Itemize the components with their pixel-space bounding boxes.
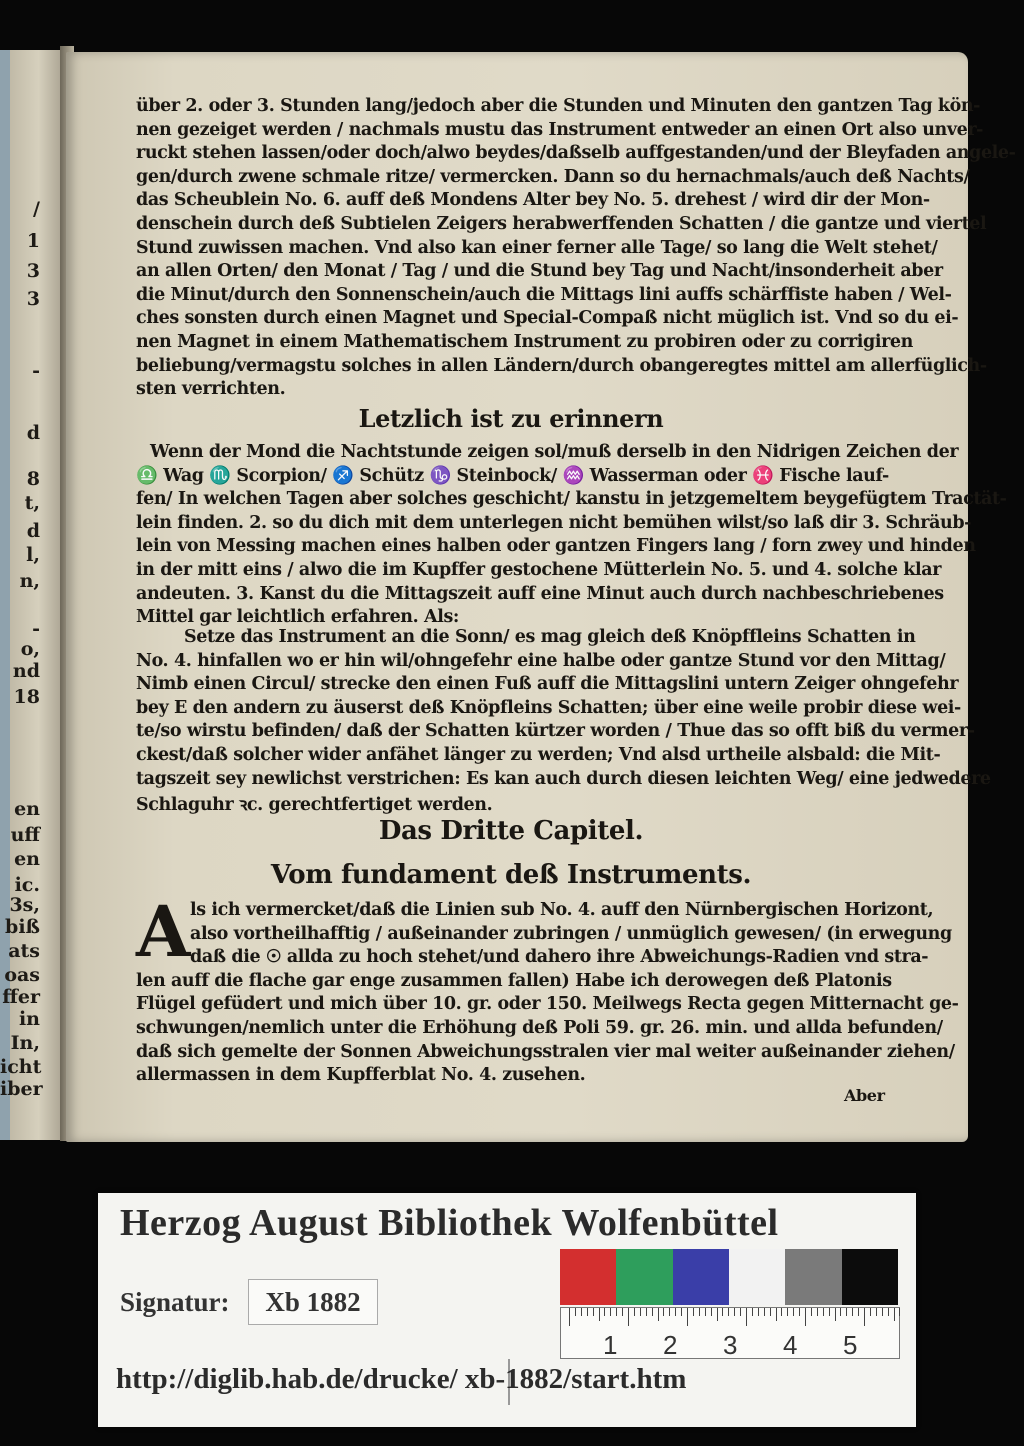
ruler-tick <box>876 1308 877 1316</box>
text-line: also vortheilhafftig / außeinander zubringen / unmüglich gewesen/ (in erwegung <box>190 923 952 944</box>
left-fragment: oas <box>4 964 40 986</box>
ruler-tick <box>575 1308 576 1316</box>
text-line: beliebung/vermagstu solches in allen Ländern/durch obangeregtes mittel am allerfüglich- <box>136 355 987 376</box>
ruler-tick <box>846 1308 847 1316</box>
text-line: No. 4. hinfallen wo er hin wil/ohngefehr eine halbe oder gantze Stund vor den Mittag/ <box>136 650 946 671</box>
left-fragment: n, <box>19 570 40 592</box>
ruler-tick <box>835 1308 836 1321</box>
left-fragment: 18 <box>13 686 40 708</box>
text-line: ruckt stehen lassen/oder doch/alwo beydes/daßselb auffgestanden/und der Bleyfaden angele- <box>136 143 1016 164</box>
ruler-tick <box>823 1308 824 1316</box>
ruler-tick <box>770 1308 771 1316</box>
text-line: Mittel gar leichtlich erfahren. Als: <box>136 607 459 628</box>
left-fragment: iber <box>0 1078 43 1100</box>
text-line: über 2. oder 3. Stunden lang/jedoch aber die Stunden und Minuten den gantzen Tag kön- <box>136 96 981 116</box>
text-line: nen Magnet in einem Mathematischem Instrument zu probiren oder zu corrigiren <box>136 332 913 352</box>
text-line: gen/durch zwene schmale ritze/ vermercken. Dann so du hernachmals/auch deß Nachts/ <box>136 166 970 187</box>
text-line: das Scheublein No. 6. auff deß Mondens Alter bey No. 5. drehest / wird dir der Mon- <box>136 190 930 211</box>
text-line: Schlaguhr ꝛc. gerechtfertiget werden. <box>136 795 493 816</box>
left-fragment: o, <box>20 638 40 660</box>
text-line: an allen Orten/ den Monat / Tag / und die Stund bey Tag und Nacht/insonderheit aber <box>136 261 943 282</box>
ruler-number: 2 <box>663 1330 678 1360</box>
heading-letzlich: Letzlich ist zu erinnern <box>358 404 664 433</box>
text-line: allermassen in dem Kupfferblat No. 4. zusehen. <box>136 1065 586 1086</box>
text-line: len auff die flache gar enge zusammen fallen) Habe ich derowegen deß Platonis <box>136 970 892 991</box>
digital-library-url[interactable]: http://diglib.hab.de/drucke/ xb-1882/start.htm <box>116 1363 687 1395</box>
color-swatch <box>560 1249 616 1305</box>
ruler-tick <box>811 1308 812 1316</box>
color-swatch <box>616 1249 672 1305</box>
ruler-tick <box>894 1308 895 1321</box>
left-fragment: nd <box>12 660 40 682</box>
text-line: fen/ In welchen Tagen aber solches geschicht/ kanstu in jetzgemeltem beygefügtem Tractät- <box>136 489 1007 510</box>
text-line: andeuten. 3. Kanst du die Mittagszeit auff eine Minut auch durch nachbeschriebenes <box>136 583 944 604</box>
left-fragment: d <box>26 520 40 542</box>
left-fragment: en <box>14 798 40 820</box>
text-line: Stund zuwissen machen. Vnd also kan einer ferner alle Tage/ so lang die Welt stehet/ <box>136 237 938 258</box>
ruler-tick <box>663 1308 664 1316</box>
ruler-tick <box>776 1308 777 1321</box>
text-line: die Minut/durch den Sonnenschein/auch die Mittags lini auffs schärffiste haben / Wel- <box>136 284 952 305</box>
ruler-number: 5 <box>843 1330 858 1360</box>
left-fragment: t, <box>24 492 40 514</box>
left-fragment: uff <box>10 824 40 846</box>
left-fragment: l, <box>26 544 40 566</box>
left-fragment: biß <box>5 916 40 938</box>
left-fragment: / <box>33 198 40 220</box>
ruler-tick <box>722 1308 723 1316</box>
ruler-tick <box>817 1308 818 1316</box>
text-line: Setze das Instrument an die Sonn/ es mag gleich deß Knöpffleins Schatten in <box>184 627 916 647</box>
ruler-tick <box>658 1308 659 1321</box>
ruler-tick <box>740 1308 741 1316</box>
ruler-tick <box>781 1308 782 1316</box>
text-line: Nimb einen Circul/ strecke den einen Fuß auff die Mittagslini untern Zeiger ohngefehr <box>136 674 959 695</box>
text-line: sten verrichten. <box>136 379 286 400</box>
ruler-tick <box>681 1308 682 1316</box>
ruler-tick <box>840 1308 841 1316</box>
ruler-tick <box>870 1308 871 1316</box>
text-line: ches sonsten durch einen Magnet und Special-Compaß nicht müglich ist. Vnd so du ei- <box>136 308 959 329</box>
text-line: te/so wirstu befinden/ daß der Schatten kürtzer worden / Thue das so offt biß du vermer- <box>136 721 975 742</box>
text-line: daß sich gemelte der Sonnen Abweichungsstralen vier mal weiter außeinander ziehen/ <box>136 1041 955 1062</box>
heading-fundament: Vom fundament deß Instruments. <box>270 860 752 890</box>
ruler-number: 3 <box>723 1330 738 1360</box>
ruler-tick <box>764 1308 765 1316</box>
left-fragment: 3s, <box>9 894 40 916</box>
ruler-tick <box>882 1308 883 1316</box>
color-swatch <box>673 1249 729 1305</box>
text-line: denschein durch deß Subtielen Zeigers herabwerffenden Schatten / die gantze und viertel <box>136 214 987 234</box>
text-line: nen gezeiget werden / nachmals mustu das Instrument entweder an einen Ort also unver- <box>136 119 984 140</box>
color-swatch <box>842 1249 898 1305</box>
text-line: schwungen/nemlich unter die Erhöhung deß Poli 59. gr. 26. min. und allda befunden/ <box>136 1018 943 1038</box>
ruler-tick <box>675 1308 676 1316</box>
ruler-tick <box>829 1308 830 1316</box>
left-fragment: ic. <box>14 874 40 896</box>
color-calibration-strip <box>560 1249 898 1305</box>
left-fragment: ats <box>8 940 40 962</box>
text-line: ckest/daß solcher wider anfähet länger zu werden; Vnd alsd urtheile alsbald: die Mit- <box>136 745 941 765</box>
left-fragment: - <box>32 360 40 382</box>
ruler-tick <box>888 1308 889 1316</box>
ruler-tick <box>622 1308 623 1316</box>
color-swatch <box>729 1249 785 1305</box>
left-fragment: in <box>18 1008 40 1030</box>
left-fragment: In, <box>10 1032 40 1054</box>
ruler-tick <box>758 1308 759 1316</box>
ruler-tick <box>693 1308 694 1316</box>
signatur-label: Signatur: <box>120 1287 230 1317</box>
text-line: ♎ Wag ♏ Scorpion/ ♐ Schütz ♑ Steinbock/ ♒ Wasserman oder ♓ Fische lauf- <box>136 465 889 486</box>
catchword: Aber <box>844 1086 885 1105</box>
text-line: Flügel gefüdert und mich über 10. gr. oder 150. Meilwegs Recta gegen Mitternacht ge- <box>136 994 959 1015</box>
ruler-tick <box>593 1308 594 1316</box>
left-fragment: ffer <box>2 986 40 1008</box>
ruler-tick <box>669 1308 670 1316</box>
left-fragment: 3 <box>26 260 40 282</box>
left-fragment: 3 <box>26 288 40 310</box>
left-fragment: 8 <box>26 468 40 490</box>
initial-letter: A <box>136 890 190 973</box>
ruler-tick <box>640 1308 641 1316</box>
text-line: lein von Messing machen eines halben oder gantzen Fingers lang / forn zwey und hinden <box>136 536 976 557</box>
ruler-tick <box>616 1308 617 1316</box>
ruler-tick <box>652 1308 653 1316</box>
text-line: lein finden. 2. so du dich mit dem unterlegen nicht bemühen wilst/so laß dir 3. Schräub- <box>136 512 972 533</box>
heading-chapter: Das Dritte Capitel. <box>378 816 644 846</box>
ruler-tick <box>734 1308 735 1316</box>
text-line: daß die ☉ allda zu hoch stehet/und dahero ihre Abweichungs-Radien vnd stra- <box>190 947 929 968</box>
library-card <box>98 1193 916 1427</box>
ruler-tick <box>852 1308 853 1316</box>
ruler-tick <box>899 1308 900 1316</box>
ruler-tick <box>805 1308 806 1326</box>
text-line: bey E den andern zu äuserst deß Knöpfleins Schatten; über eine weile probir diese wei- <box>136 697 961 718</box>
text-line: Wenn der Mond die Nachtstunde zeigen sol/muß derselb in den Nidrigen Zeichen der <box>150 442 959 462</box>
ruler-tick <box>787 1308 788 1316</box>
left-fragment: 1 <box>26 230 40 252</box>
measurement-ruler <box>560 1307 900 1359</box>
left-fragment: icht <box>0 1056 42 1078</box>
ruler-tick <box>799 1308 800 1316</box>
text-line: ls ich vermercket/daß die Linien sub No. 4. auff den Nürnbergischen Horizont, <box>190 900 934 920</box>
ruler-tick <box>646 1308 647 1316</box>
ruler-tick <box>752 1308 753 1316</box>
color-swatch <box>785 1249 841 1305</box>
left-fragment: - <box>32 618 40 640</box>
ruler-tick <box>864 1308 865 1326</box>
ruler-tick <box>699 1308 700 1316</box>
ruler-tick <box>717 1308 718 1321</box>
ruler-tick <box>687 1308 688 1326</box>
ruler-tick <box>728 1308 729 1316</box>
signatur-value: Xb 1882 <box>248 1279 378 1325</box>
ruler-tick <box>634 1308 635 1316</box>
left-fragment: d <box>26 422 40 444</box>
ruler-number: 1 <box>603 1330 618 1360</box>
ruler-tick <box>610 1308 611 1316</box>
ruler-number: 4 <box>783 1330 798 1360</box>
ruler-tick <box>628 1308 629 1326</box>
ruler-tick <box>587 1308 588 1316</box>
ruler-tick <box>711 1308 712 1316</box>
ruler-tick <box>604 1308 605 1316</box>
text-line: tagszeit sey newlichst verstrichen: Es kan auch durch diesen leichten Weg/ eine jedwedere <box>136 768 991 789</box>
text-line: in der mitt eins / alwo die im Kupffer gestochene Mütterlein No. 5. und 4. solche klar <box>136 560 942 580</box>
ruler-tick <box>599 1308 600 1321</box>
left-fragment: en <box>14 848 40 870</box>
ruler-tick <box>793 1308 794 1316</box>
ruler-tick <box>705 1308 706 1316</box>
library-name: Herzog August Bibliothek Wolfenbüttel <box>120 1202 779 1244</box>
ruler-tick <box>746 1308 747 1326</box>
ruler-tick <box>858 1308 859 1316</box>
ruler-tick <box>581 1308 582 1316</box>
ruler-tick <box>569 1308 570 1326</box>
